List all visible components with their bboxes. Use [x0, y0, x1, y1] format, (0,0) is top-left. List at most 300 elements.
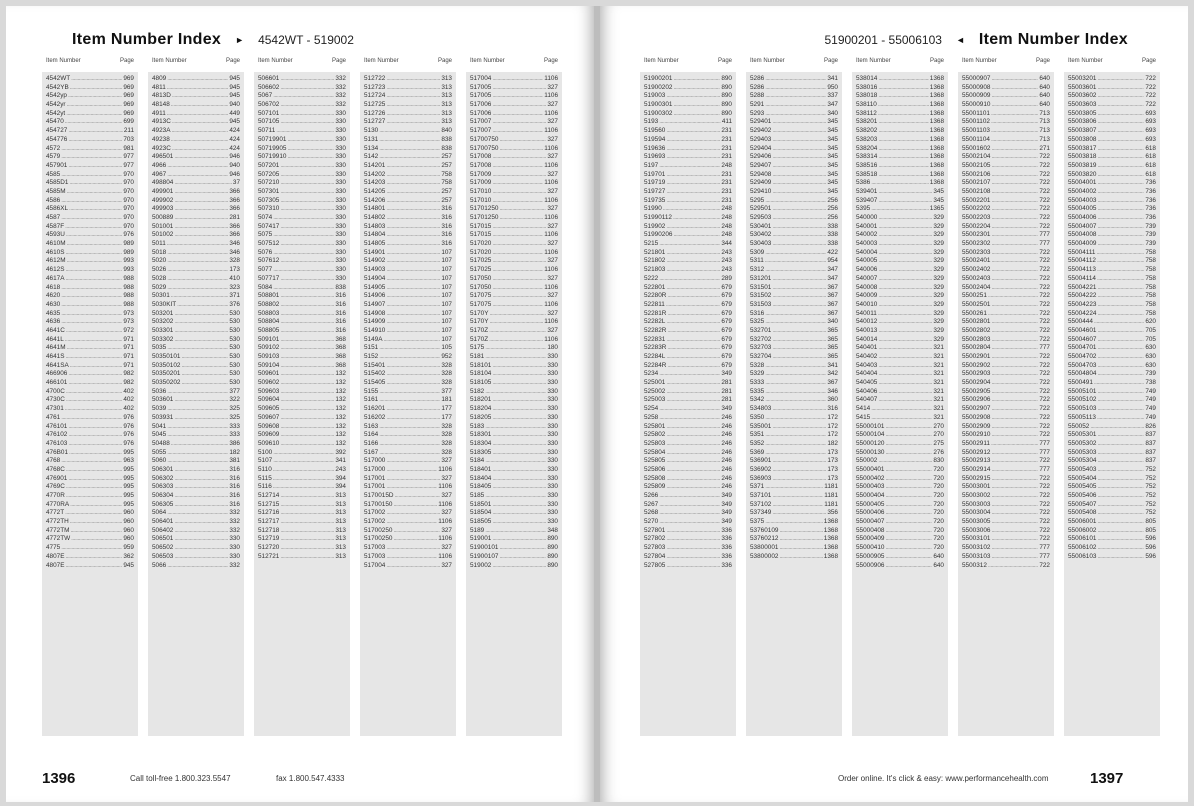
- dot-leader: [772, 162, 826, 171]
- index-row: [856, 553, 944, 562]
- dot-leader: [68, 475, 122, 484]
- dot-leader: [765, 249, 826, 258]
- index-row: [750, 84, 838, 93]
- dot-leader: [386, 292, 440, 301]
- index-row: [962, 344, 1050, 353]
- item-number: 518305: [470, 448, 492, 456]
- dot-leader: [991, 457, 1038, 466]
- page-ref: 330: [547, 492, 558, 499]
- dot-leader: [878, 197, 932, 206]
- page-ref: 402: [123, 405, 134, 413]
- column-header-item: Item Number: [856, 58, 891, 64]
- item-number: 4630: [46, 300, 61, 308]
- dot-leader: [386, 179, 440, 188]
- dot-leader: [386, 379, 440, 388]
- item-number: 5030KIT: [152, 300, 177, 308]
- page-ref: 327: [441, 561, 452, 569]
- page-ref: 1106: [544, 335, 558, 343]
- dot-leader: [772, 336, 826, 345]
- index-row: [152, 449, 240, 458]
- item-number: 537349: [750, 509, 772, 517]
- dot-leader: [1097, 145, 1144, 154]
- index-row: [364, 301, 452, 310]
- index-row: [1068, 449, 1156, 458]
- item-number: 540008: [856, 283, 878, 291]
- index-row: [644, 284, 732, 293]
- page-ref: 970: [123, 196, 134, 204]
- page-ref: 1368: [823, 544, 838, 552]
- index-row: [258, 275, 346, 284]
- index-row: [644, 249, 732, 258]
- item-number: 4572: [46, 144, 61, 152]
- index-row: [750, 205, 838, 214]
- dot-leader: [167, 171, 228, 180]
- item-number: 5107: [258, 457, 273, 465]
- dot-leader: [991, 466, 1038, 475]
- index-row: [46, 535, 134, 544]
- dot-leader: [1097, 344, 1144, 353]
- dot-leader: [492, 266, 543, 275]
- page-ref: 970: [123, 222, 134, 230]
- page-ref: 327: [441, 457, 452, 465]
- index-row: [470, 501, 558, 510]
- index-row: [258, 344, 346, 353]
- page-ref: 377: [229, 387, 240, 395]
- dot-leader: [68, 431, 122, 440]
- item-number: 503931: [152, 413, 174, 421]
- index-row: [962, 509, 1050, 518]
- item-number: 517002: [364, 518, 386, 526]
- page-ref: 276: [933, 448, 944, 456]
- column-header-page: Page: [119, 58, 134, 64]
- index-row: [1068, 431, 1156, 440]
- page-ref: 336: [721, 552, 732, 560]
- dot-leader: [991, 127, 1038, 136]
- page-ref: 327: [547, 135, 558, 143]
- dot-leader: [991, 257, 1038, 266]
- index-row: [856, 475, 944, 484]
- page-ref: 313: [335, 544, 346, 552]
- item-number: 55002404: [962, 283, 991, 291]
- page-ref: 346: [229, 240, 240, 248]
- dot-leader: [885, 492, 932, 501]
- page-ref: 365: [827, 326, 838, 334]
- item-number: 5267: [644, 500, 659, 508]
- index-row: [962, 336, 1050, 345]
- dot-leader: [280, 162, 334, 171]
- index-row: [856, 110, 944, 119]
- page-ref: 722: [1039, 318, 1050, 326]
- index-row: [152, 118, 240, 127]
- index-row: [644, 518, 732, 527]
- column-header-page: Page: [1141, 58, 1156, 64]
- item-number: 516201: [364, 405, 386, 413]
- index-row: [470, 301, 558, 310]
- index-column: [852, 58, 948, 736]
- index-row: [258, 475, 346, 484]
- index-row: [644, 110, 732, 119]
- index-row: [258, 396, 346, 405]
- page-ref: 940: [229, 101, 240, 109]
- index-row: [364, 475, 452, 484]
- page-ref: 327: [547, 170, 558, 178]
- dot-leader: [1097, 179, 1144, 188]
- dot-leader: [174, 527, 228, 536]
- page-ref: 722: [1039, 396, 1050, 404]
- dot-leader: [280, 223, 334, 232]
- index-row: [962, 405, 1050, 414]
- item-number: 53800002: [750, 552, 779, 560]
- item-number: 507210: [258, 179, 280, 187]
- item-number: 527802: [644, 535, 666, 543]
- index-row: [1068, 466, 1156, 475]
- dot-leader: [167, 509, 228, 518]
- index-row: [962, 423, 1050, 432]
- index-row: [1068, 214, 1156, 223]
- index-row: [644, 266, 732, 275]
- page-ref: 739: [1145, 370, 1156, 378]
- page-ref: 368: [335, 361, 346, 369]
- item-number: 509607: [258, 413, 280, 421]
- item-number: 55000407: [856, 518, 885, 526]
- page-ref: 330: [547, 379, 558, 387]
- page-ref: 329: [933, 309, 944, 317]
- page-ref: 107: [441, 309, 452, 317]
- page-ref: 132: [335, 405, 346, 413]
- dot-leader: [492, 370, 546, 379]
- page-ref: 329: [933, 257, 944, 265]
- item-number: 517002: [364, 509, 386, 517]
- item-number: 507717: [258, 274, 280, 282]
- item-number: 5077: [258, 266, 273, 274]
- index-row: [364, 110, 452, 119]
- page-ref: 1368: [823, 535, 838, 543]
- dot-leader: [885, 518, 932, 527]
- page-ref: 336: [721, 535, 732, 543]
- item-number: 5075: [258, 231, 273, 239]
- page-ref: 989: [123, 248, 134, 256]
- page-ref: 328: [441, 370, 452, 378]
- index-row: [962, 171, 1050, 180]
- item-number: 5161: [364, 396, 379, 404]
- page-ref: 316: [441, 231, 452, 239]
- dot-leader: [68, 379, 122, 388]
- page-ref: 330: [335, 109, 346, 117]
- index-row: [962, 197, 1050, 206]
- page-ref: 1368: [929, 153, 944, 161]
- dot-leader: [174, 318, 228, 327]
- index-row: [1068, 301, 1156, 310]
- index-row: [46, 431, 134, 440]
- dot-leader: [273, 249, 334, 258]
- index-row: [470, 118, 558, 127]
- column-header-page: Page: [717, 58, 732, 64]
- dot-leader: [492, 431, 546, 440]
- dot-leader: [991, 162, 1038, 171]
- page-ref: 995: [123, 492, 134, 499]
- item-number: 518201: [470, 396, 492, 404]
- page-ref: 313: [335, 518, 346, 526]
- dot-leader: [280, 396, 334, 405]
- item-number: 5151: [364, 344, 379, 352]
- left-index-columns: [42, 58, 562, 736]
- item-number: 55003004: [962, 509, 991, 517]
- dot-leader: [61, 301, 122, 310]
- right-index-columns: [640, 58, 1160, 736]
- index-row: [750, 145, 838, 154]
- dot-leader: [666, 197, 720, 206]
- item-number: 55002905: [962, 387, 991, 395]
- page-ref: 231: [721, 135, 732, 143]
- index-row: [962, 145, 1050, 154]
- column-body: [640, 72, 736, 736]
- dot-leader: [499, 544, 546, 553]
- dot-leader: [1094, 318, 1144, 327]
- page-ref: 341: [827, 75, 838, 82]
- index-row: [962, 370, 1050, 379]
- index-row: [1068, 171, 1156, 180]
- dot-leader: [61, 284, 122, 293]
- dot-leader: [666, 527, 720, 536]
- dot-leader: [878, 214, 932, 223]
- item-number: 550002: [856, 457, 878, 465]
- dot-leader: [499, 205, 546, 214]
- page-ref: 739: [1145, 231, 1156, 239]
- page-ref: 722: [1039, 300, 1050, 308]
- item-number: 514803: [364, 222, 386, 230]
- dot-leader: [1097, 310, 1144, 319]
- column-header-page: Page: [331, 58, 346, 64]
- index-row: [962, 275, 1050, 284]
- index-row: [750, 318, 838, 327]
- item-number: 525806: [644, 465, 666, 473]
- item-number: 5074: [258, 214, 273, 221]
- page-ref: 722: [1039, 492, 1050, 499]
- index-row: [470, 440, 558, 449]
- index-row: [258, 509, 346, 518]
- item-number: 55004001: [1068, 179, 1097, 187]
- dot-leader: [772, 501, 823, 510]
- dot-leader: [280, 292, 334, 301]
- dot-leader: [666, 145, 720, 154]
- page-ref: 838: [441, 144, 452, 152]
- index-row: [470, 318, 558, 327]
- index-row: [364, 292, 452, 301]
- dot-leader: [492, 449, 546, 458]
- column-body: [958, 72, 1054, 736]
- dot-leader: [991, 284, 1038, 293]
- index-row: [750, 544, 838, 553]
- page-ref: 243: [721, 248, 732, 256]
- page-ref: 344: [721, 240, 732, 248]
- index-row: [1068, 266, 1156, 275]
- item-number: 5500251: [962, 292, 987, 300]
- dot-leader: [1097, 483, 1144, 492]
- dot-leader: [65, 275, 122, 284]
- page-ref: 995: [123, 465, 134, 473]
- index-row: [750, 240, 838, 249]
- item-number: 525808: [644, 474, 666, 482]
- index-row: [750, 518, 838, 527]
- page-ref: 402: [123, 387, 134, 395]
- item-number: 55005302: [1068, 439, 1097, 447]
- page-ref: 316: [335, 292, 346, 300]
- index-row: [1068, 179, 1156, 188]
- page-ref: 366: [229, 196, 240, 204]
- page-ref: 329: [933, 248, 944, 256]
- dot-leader: [991, 249, 1038, 258]
- page-ref: 107: [441, 283, 452, 291]
- dot-leader: [666, 457, 720, 466]
- dot-leader: [885, 553, 932, 562]
- page-ref: 1368: [929, 161, 944, 169]
- index-row: [750, 466, 838, 475]
- item-number: 5152: [364, 353, 379, 360]
- item-number: 55000104: [856, 431, 885, 439]
- item-number: 509601: [258, 370, 280, 378]
- dot-leader: [772, 275, 826, 284]
- item-number: 5266: [644, 492, 659, 499]
- index-row: [470, 75, 558, 84]
- dot-leader: [991, 153, 1038, 162]
- item-number: 476101: [46, 422, 68, 430]
- item-number: 532702: [750, 335, 772, 343]
- dot-leader: [765, 388, 826, 397]
- page-ref: 345: [827, 170, 838, 178]
- index-row: [364, 379, 452, 388]
- page-ref: 367: [827, 300, 838, 308]
- index-row: [962, 257, 1050, 266]
- item-number: 5415: [856, 413, 871, 421]
- page-ref: 973: [123, 318, 134, 326]
- index-row: [1068, 153, 1156, 162]
- dot-leader: [765, 92, 826, 101]
- index-row: [750, 214, 838, 223]
- index-row: [258, 353, 346, 362]
- dot-leader: [167, 388, 228, 397]
- page-ref: 246: [721, 457, 732, 465]
- dot-leader: [489, 318, 543, 327]
- dot-leader: [991, 379, 1038, 388]
- item-number: 5066: [152, 561, 167, 569]
- page-ref: 330: [547, 465, 558, 473]
- page-ref: 995: [123, 448, 134, 456]
- item-number: 5352: [750, 439, 765, 447]
- page-ref: 826: [1145, 422, 1156, 430]
- index-row: [46, 553, 134, 562]
- dot-leader: [772, 127, 826, 136]
- item-number: 51700250: [364, 535, 393, 543]
- dot-leader: [991, 136, 1038, 145]
- index-row: [258, 544, 346, 553]
- item-number: 517007: [470, 127, 492, 135]
- page-ref: 386: [229, 439, 240, 447]
- item-number: 5328: [750, 361, 765, 369]
- dot-leader: [871, 205, 929, 214]
- page-ref: 367: [827, 292, 838, 300]
- item-number: 538314: [856, 153, 878, 161]
- page-ref: 1106: [438, 465, 452, 473]
- dot-leader: [1097, 223, 1144, 232]
- dot-leader: [287, 136, 334, 145]
- page-ref: 173: [229, 266, 240, 274]
- index-row: [470, 509, 558, 518]
- dot-leader: [492, 110, 543, 119]
- page-ref: 722: [1039, 248, 1050, 256]
- page-ref: 246: [721, 474, 732, 482]
- index-row: [1068, 457, 1156, 466]
- item-number: 47301: [46, 405, 64, 413]
- index-row: [750, 110, 838, 119]
- dot-leader: [492, 75, 543, 84]
- item-number: 55003807: [1068, 127, 1097, 135]
- item-number: 529501: [750, 205, 772, 213]
- page-ref: 693: [1145, 109, 1156, 117]
- item-number: 500889: [152, 214, 174, 221]
- index-row: [258, 370, 346, 379]
- page-ref: 969: [123, 92, 134, 100]
- dot-leader: [379, 153, 440, 162]
- index-row: [152, 535, 240, 544]
- dot-leader: [991, 535, 1038, 544]
- page-ref: 758: [1145, 292, 1156, 300]
- index-row: [258, 284, 346, 293]
- index-row: [856, 240, 944, 249]
- dot-leader: [386, 118, 440, 127]
- dot-leader: [1097, 257, 1144, 266]
- item-number: 4772TM: [46, 526, 70, 534]
- page-ref: 720: [933, 509, 944, 517]
- dot-leader: [1097, 75, 1144, 84]
- dot-leader: [65, 336, 123, 345]
- dot-leader: [1097, 136, 1144, 145]
- index-row: [962, 266, 1050, 275]
- item-number: 516202: [364, 413, 386, 421]
- page-ref: 365: [827, 344, 838, 352]
- index-row: [152, 327, 240, 336]
- item-number: 55004005: [1068, 205, 1097, 213]
- dot-leader: [878, 118, 928, 127]
- index-row: [258, 171, 346, 180]
- item-number: 55002501: [962, 300, 991, 308]
- index-row: [258, 535, 346, 544]
- item-number: 55002909: [962, 422, 991, 430]
- page-ref: 333: [229, 422, 240, 430]
- index-row: [750, 162, 838, 171]
- item-number: 531201: [750, 274, 772, 282]
- index-row: [470, 562, 558, 571]
- dot-leader: [485, 492, 546, 501]
- index-row: [258, 336, 346, 345]
- dot-leader: [673, 75, 720, 84]
- item-number: 55002915: [962, 474, 991, 482]
- dot-leader: [174, 553, 228, 562]
- item-number: 55006101: [1068, 535, 1097, 543]
- dot-leader: [1097, 475, 1144, 484]
- page-ref: 971: [123, 353, 134, 360]
- page-ref: 330: [547, 500, 558, 508]
- index-row: [856, 544, 944, 553]
- page-ref: 173: [827, 465, 838, 473]
- item-number: 517006: [470, 109, 492, 117]
- item-number: 4587: [46, 214, 61, 221]
- item-number: 517010: [470, 187, 492, 195]
- item-number: 55003603: [1068, 101, 1097, 109]
- page-ref: 424: [229, 144, 240, 152]
- index-row: [152, 127, 240, 136]
- index-row: [750, 266, 838, 275]
- page-ref: 640: [1039, 83, 1050, 91]
